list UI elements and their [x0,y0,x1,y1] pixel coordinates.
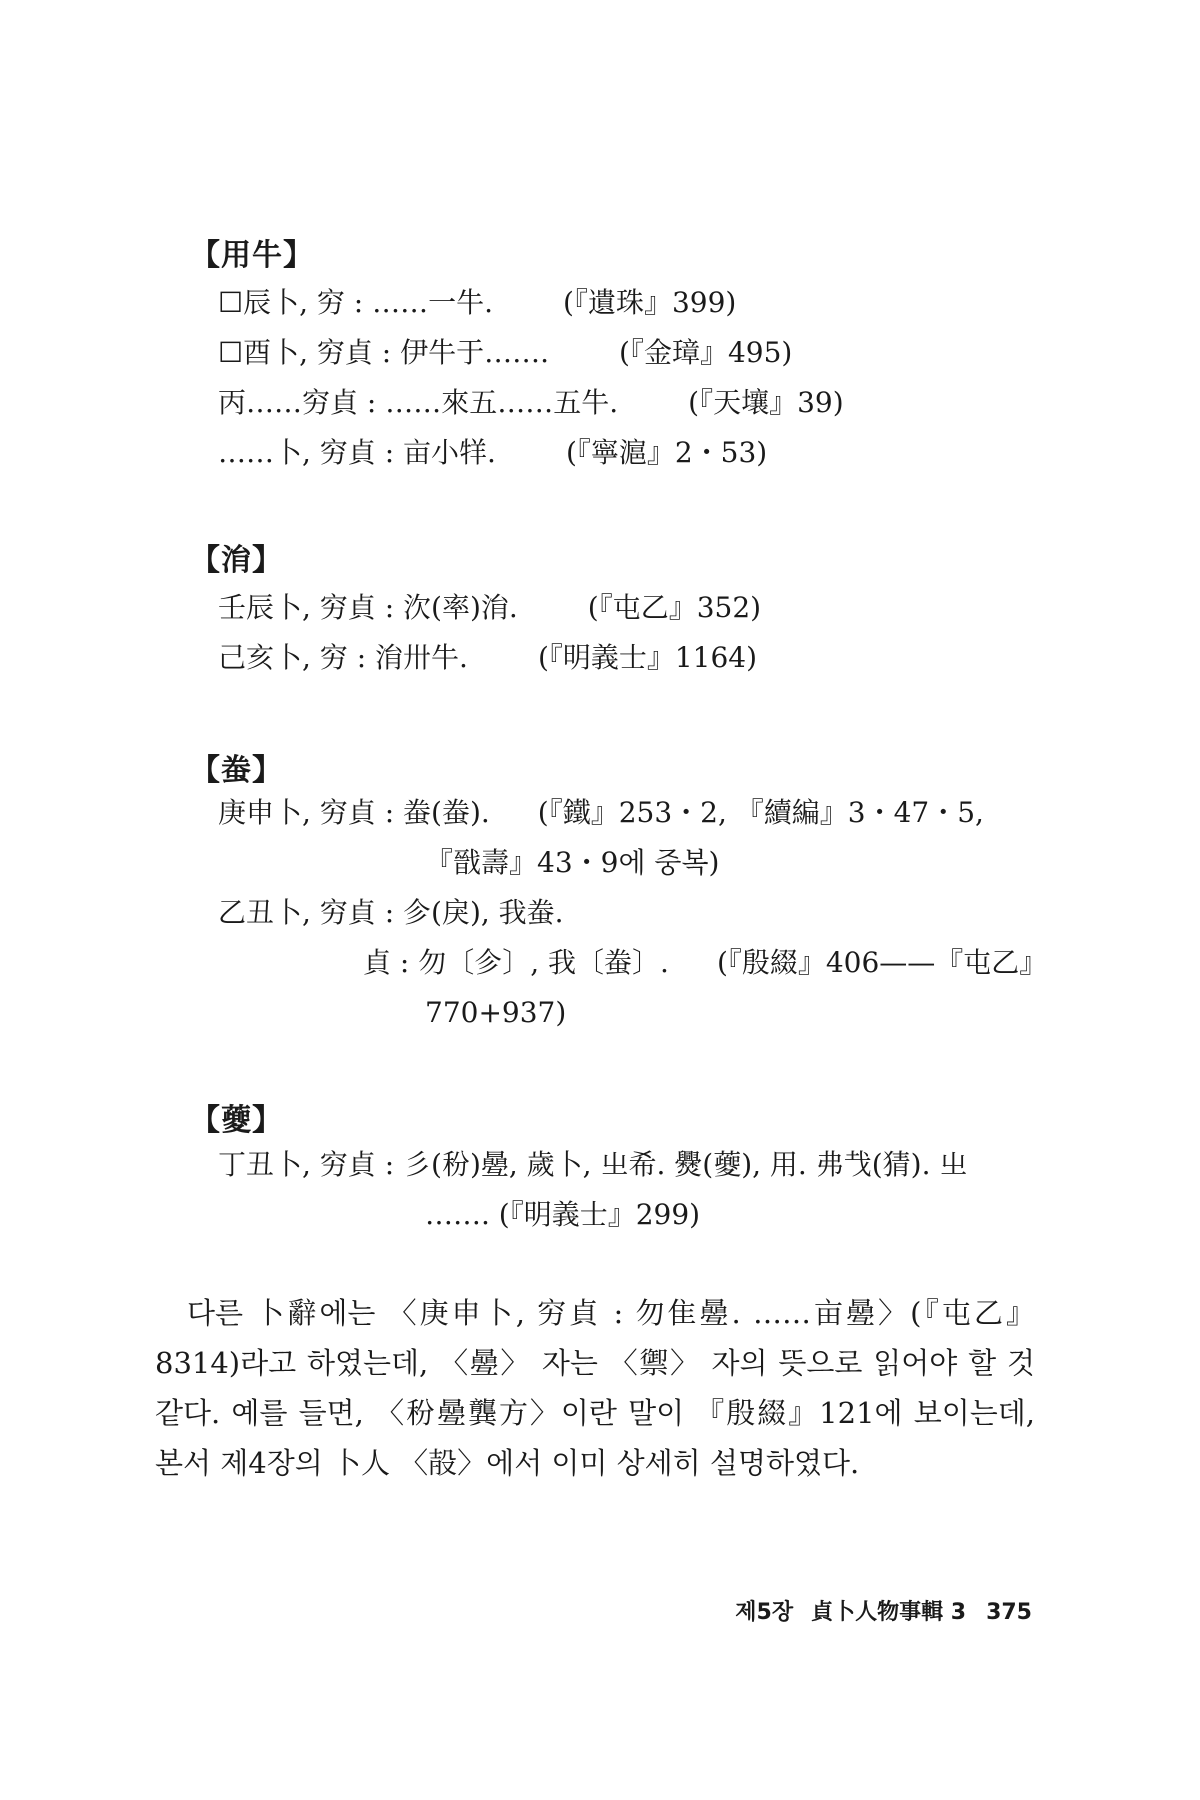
citation-continuation: 『戩壽』43・9에 중복) [425,846,720,879]
inscription-text: 庚申卜, 穷貞 : 䖭(䖭). [218,796,490,829]
section-heading: 【䕫】 [190,1103,283,1138]
inscription-entry [218,1140,967,1240]
inscription-entry [363,938,1047,1038]
inscription-text: 丁丑卜, 穷貞 : 彡(秎)㬪, 歲卜, 㞢希. 㸑(䕫), 用. 弗𢦏(猜). 㞢 [218,1148,968,1181]
page-number: 375 [986,1600,1032,1625]
body-paragraph: 다른 卜辭에는 〈庚申卜, 穷貞 : 勿隹㬪. ……亩㬪〉(『屯乙』8314)라고 하였는데, 〈㬪〉 자는 〈禦〉 자의 뜻으로 읽어야 할 것 같다. 예를 들면, 〈秎㬪龔方〉이란 말이 『殷綴』121에 보이는데, 본서 제4장의 卜人 〈㱿〉에서 이미 상세히 설명하였다. [155,1296,1035,1480]
source-citation: (『屯乙』352) [587,591,762,624]
inscription-entry [218,788,984,888]
source-citation: (『明義士』1164) [537,641,758,674]
footer-chapter: 제5장 [735,1600,794,1625]
inscription-text: 貞 : 勿〔㐱〕, 我〔䖭〕. [363,946,669,979]
source-citation: (『金璋』495) [619,336,793,369]
citation-continuation: ……. (『明義士』299) [425,1198,701,1231]
source-citation: (『殷綴』406——『屯乙』 [716,946,1048,979]
section-heading: 【用牛】 [190,238,314,273]
section-heading: 【㳙】 [190,543,283,578]
inscription-text: 丙……穷貞 : ……來五……五牛. [218,386,619,419]
source-citation: (『遺珠』399) [563,286,737,319]
inscription-text: 乙丑卜, 穷貞 : 㐱(戾), 我䖭. [218,896,564,929]
footer-title: 貞卜人物事輯 3 [811,1600,967,1625]
inscription-text: ……卜, 穷貞 : 亩小䍧. [218,436,496,469]
inscription-entry [218,888,564,938]
source-citation: (『天壤』39) [688,386,844,419]
inscription-text: ☐辰卜, 穷 : ……一牛. [218,286,494,319]
inscription-entry [218,328,792,378]
source-citation: (『寧滬』2・53) [565,436,768,469]
section-heading: 【䖭】 [190,753,283,788]
inscription-entry [218,633,757,683]
inscription-entry [218,378,844,428]
inscription-text: 己亥卜, 穷 : 㳙卅牛. [218,641,468,674]
running-footer [735,1595,1032,1626]
citation-continuation: 770+937) [425,996,567,1029]
source-citation: (『鐵』253・2, 『續編』3・47・5, [537,796,984,829]
inscription-entry [218,428,767,478]
inscription-text: ☐酉卜, 穷貞 : 伊牛于……. [218,336,550,369]
inscription-entry [218,278,736,328]
inscription-entry [218,583,761,633]
inscription-text: 壬辰卜, 穷貞 : 㳄(率)㳙. [218,591,518,624]
